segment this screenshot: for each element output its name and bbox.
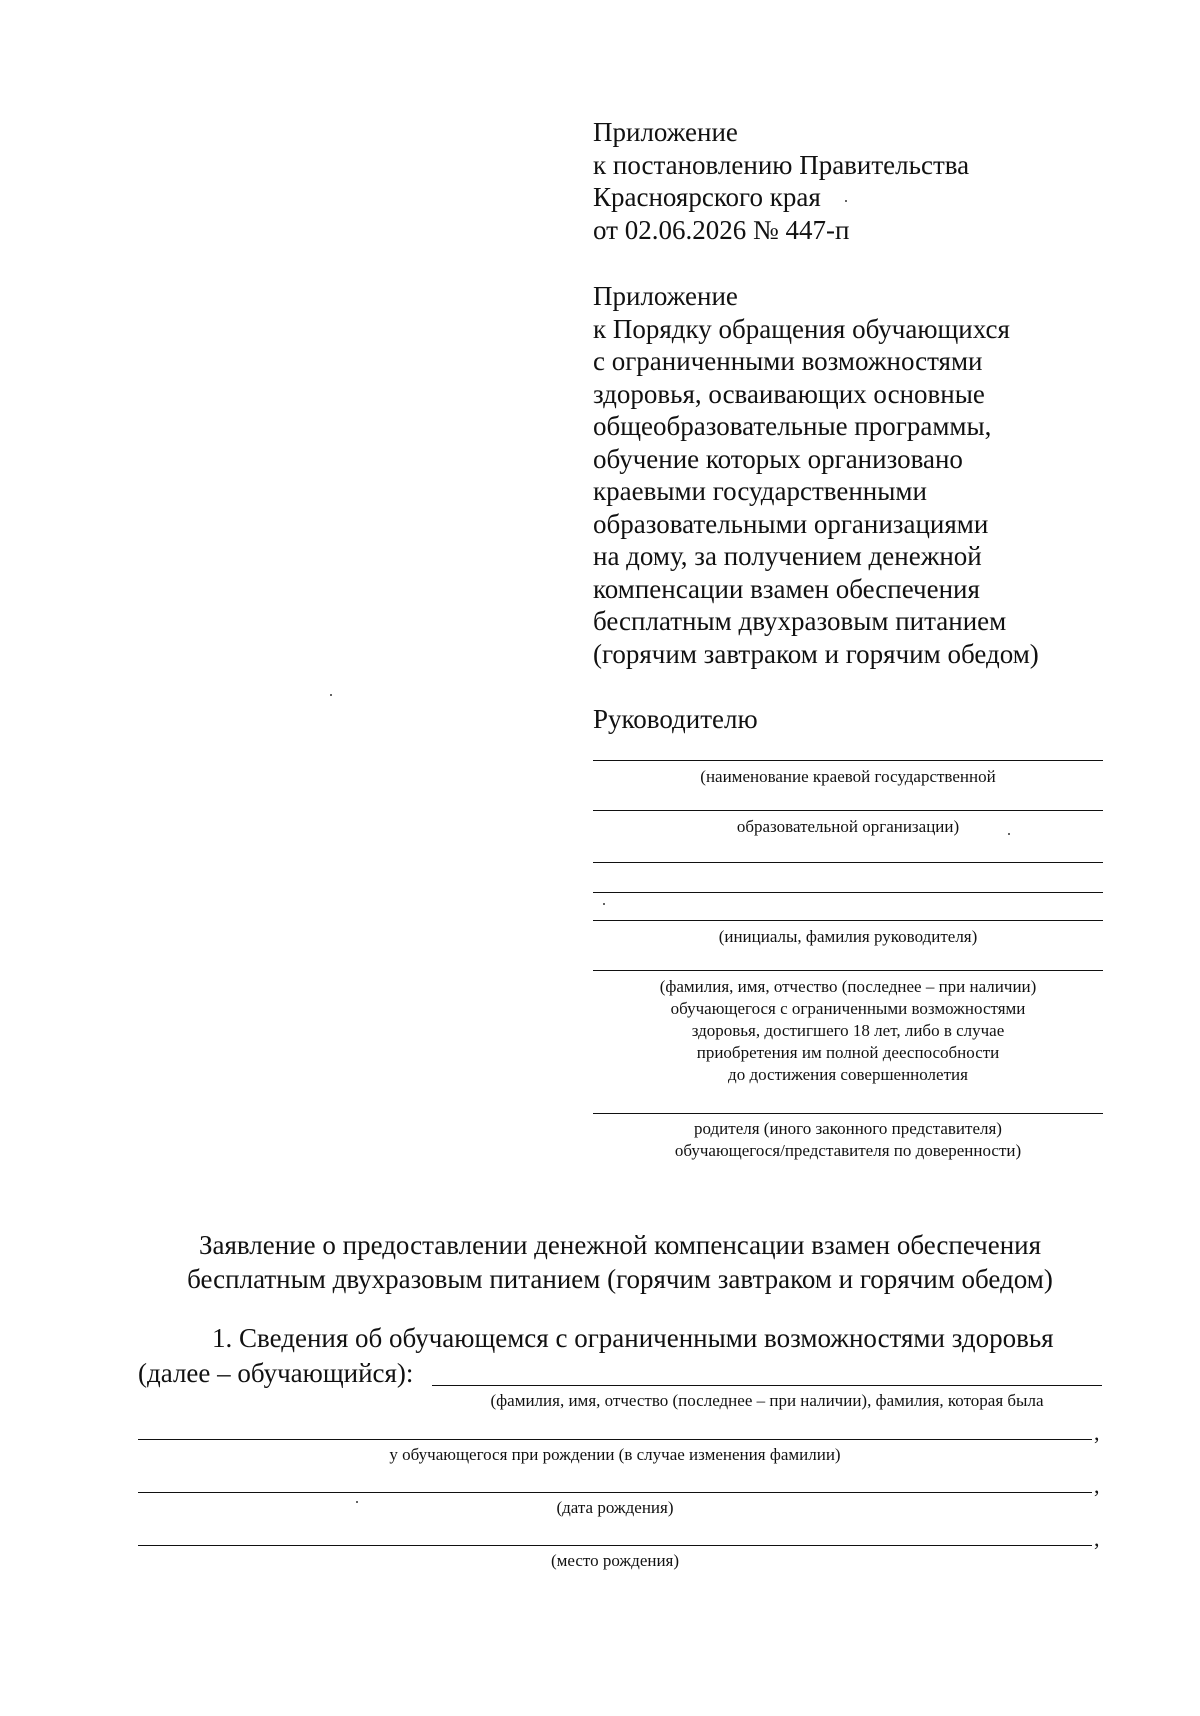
- annex-line: образовательными организациями: [593, 508, 989, 539]
- annex-line: обучение которых организовано: [593, 443, 963, 474]
- annex-line: Красноярского края: [593, 182, 821, 212]
- annex-line: компенсации взамен обеспечения: [593, 573, 980, 604]
- field-line-birth-surname: [138, 1439, 1092, 1440]
- line-end-comma: ,: [1094, 1420, 1100, 1445]
- title-line: Заявление о предоставлении денежной компенсации взамен обеспечения: [198, 1230, 1042, 1260]
- annex-line: Приложение: [593, 117, 738, 147]
- annex-line: к постановлению Правительства: [593, 149, 970, 180]
- line-end-comma: ,: [1094, 1526, 1100, 1551]
- caption-org-name: образовательной организации): [736, 817, 960, 836]
- annex-government-decree: [593, 116, 1113, 246]
- field-line-applicant: [593, 970, 1103, 971]
- annex-line: на дому, за получением денежной: [593, 541, 982, 571]
- caption-applicant: здоровья, достигшего 18 лет, либо в случае: [691, 1021, 1005, 1040]
- annex-line: к Порядку обращения обучающихся: [593, 313, 1010, 344]
- line-end-comma: ,: [1094, 1473, 1100, 1498]
- section-1-heading: 1. Сведения об обучающемся с ограниченными возможностями здоровья: [212, 1323, 1054, 1353]
- annex-line: с ограниченными возможностями: [593, 346, 983, 376]
- field-line-org: [593, 810, 1103, 811]
- scan-speck: [845, 200, 847, 202]
- title-line: бесплатным двухразовым питанием (горячим завтраком и горячим обедом): [187, 1264, 1053, 1294]
- field-line-fullname: [432, 1385, 1102, 1386]
- application-title: [140, 1228, 1100, 1296]
- caption-parent: родителя (иного законного представителя): [694, 1119, 1002, 1138]
- caption-org-name: (наименование краевой государственной: [700, 767, 996, 786]
- addressee-label: Руководителю: [593, 704, 758, 734]
- scan-speck: [330, 694, 332, 696]
- field-line-birth-date: [138, 1492, 1092, 1493]
- field-line-birth-place: [138, 1545, 1092, 1546]
- annex-line: бесплатным двухразовым питанием: [593, 606, 1007, 636]
- field-line-parent: [593, 1113, 1103, 1114]
- annex-line: здоровья, осваивающих основные: [593, 378, 985, 409]
- field-line-head: [593, 920, 1103, 921]
- scan-speck: [1008, 833, 1010, 835]
- field-line-head: [593, 892, 1103, 893]
- caption-parent: обучающегося/представителя по доверенности): [674, 1141, 1022, 1160]
- annex-line: краевыми государственными: [593, 476, 927, 506]
- caption-applicant: до достижения совершеннолетия: [728, 1065, 968, 1084]
- scan-speck: [603, 903, 605, 905]
- field-line-org: [593, 760, 1103, 761]
- annex-line: общеобразовательные программы,: [593, 411, 992, 441]
- caption-head-name: (инициалы, фамилия руководителя): [718, 927, 978, 946]
- annex-line: Приложение: [593, 281, 738, 311]
- caption-birth-surname: у обучающегося при рождении (в случае изменения фамилии): [389, 1445, 841, 1464]
- caption-birth-date: (дата рождения): [556, 1498, 674, 1517]
- section-1-continuation: (далее – обучающийся):: [138, 1358, 414, 1388]
- caption-birth-place: (место рождения): [550, 1551, 680, 1570]
- annex-line: (горячим завтраком и горячим обедом): [593, 638, 1039, 669]
- field-line-head: [593, 862, 1103, 863]
- caption-applicant: приобретения им полной дееспособности: [696, 1043, 1000, 1062]
- caption-fullname: (фамилия, имя, отчество (последнее – при наличии), фамилия, которая была: [490, 1391, 1044, 1410]
- annex-procedure: [593, 280, 1113, 670]
- scan-speck: [356, 1501, 358, 1503]
- caption-applicant: обучающегося с ограниченными возможностями: [670, 999, 1026, 1018]
- caption-applicant: (фамилия, имя, отчество (последнее – при наличии): [659, 977, 1037, 996]
- annex-line: от 02.06.2026 № 447-п: [593, 214, 850, 245]
